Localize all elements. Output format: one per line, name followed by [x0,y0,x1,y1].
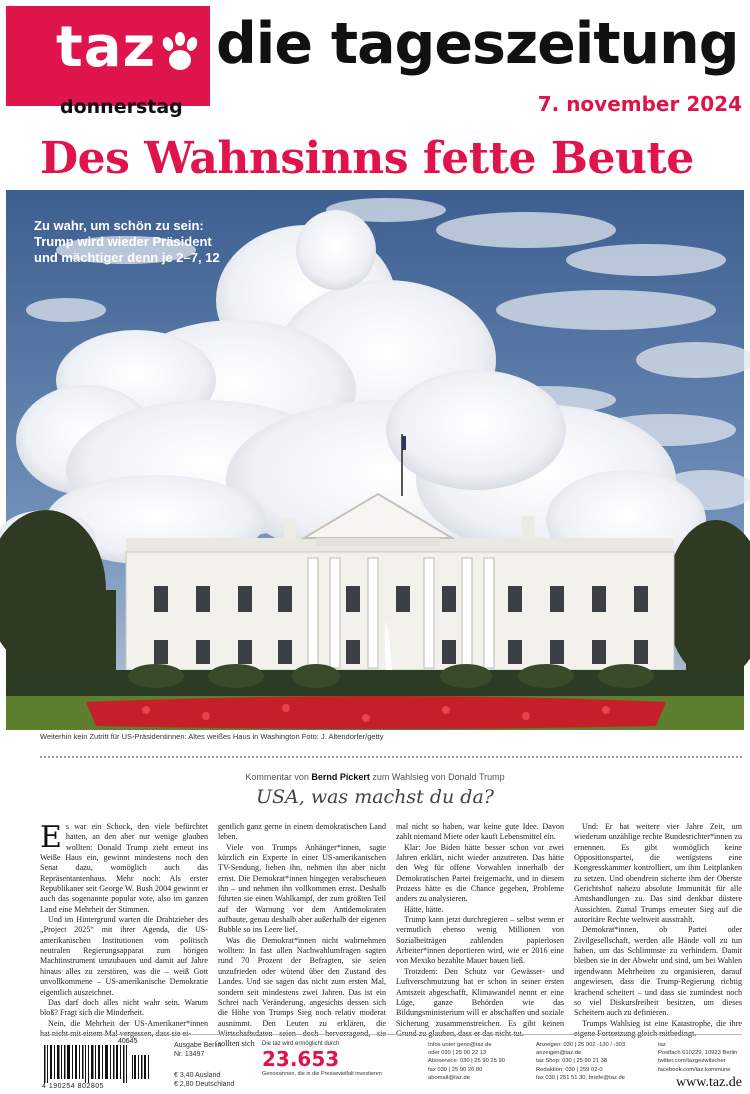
issue-number: Nr. 13497 [174,1051,205,1058]
footer [40,1034,742,1093]
article-column-1 [40,820,208,1038]
paragraph: mal nicht so haben, war keine gute Idee. Davon zahlt niemand Miete oder kauft Lebensmittel ein. [396,822,564,842]
contact-line: fax 030 | 251 51 30, briefe@taz.de [536,1074,625,1081]
paragraph: s war ein Schock, den viele befürchtet hatten, an den aber nur wenige glauben wollten: Donald Trump zieht erneut ins Weiße Haus ein, gewinnt mindestens noch den Senat dazu, womöglich auch das Repräsentantenhaus. Mehr noch: Als erster Republikaner seit George W. Bush 2004 gewinnt er auch das sogenannte popular vote, also im ganzen Land eine Mehrheit der Stimmen. [40,822,208,914]
contact-line: taz Shop: 030 | 25 90 21 38 [536,1058,608,1065]
contact-line: Infos unter geno@taz.de [428,1042,492,1048]
contact-line: anzeigen@taz.de [536,1050,582,1057]
paragraph: Und: Er hat weitere vier Jahre Zeit, um wiederum unzählige rechte Bundesrichter*innen zu ernennen. Es gibt womöglich keine Oppositionspartei, die wenigstens eine Kongresskammer kontrolliert, um ihm Leitplanken zu setzen. Und obendrein sicherte ihm der Oberste Gerichtshof nahezu absolute Immunität für alle Amtshandlungen zu. Das sind denkbar düstere Aussichten. Zumal Trumps erneuter Sieg auf die autoritäre Rechte weltweit ausstrahlt. [574,822,742,925]
paragraph: Was die Demokrat*innen nicht wahrnehmen wollten: In fast allen Nachwahlumfragen sagten rund 70 Prozent der Befragten, sie seien unzufrieden oder wütend über den Zustand des Landes. Und sie sagen das nicht zum ersten Mal, sondern seit mindestens zwei Jahren. Das ist ein Schrei nach Veränderung, angesichts dessen sich die Höhe von Trumps Sieg noch relativ moderat ausnimmt. Den Leuten zu erklären, die Wirtschaftsdaten seien doch hervorragend, sie sollten sich [218,935,386,1049]
logo-word: taz [56,15,157,80]
issue-date: 7. november 2024 [537,92,742,116]
contact-line: Postfach 610229, 10923 Berlin [658,1050,738,1057]
member-count-sub: Genossinnen, die in die Pressevielfalt investieren [262,1071,382,1077]
contact-line: Aboservice: 030 | 25 90 25 90 [428,1058,505,1065]
author: Bernd Pickert [311,772,370,782]
dropcap: E [40,820,62,855]
photo-illustration [6,190,744,730]
kicker-prefix: Kommentar von [245,772,312,782]
taz-logo [6,6,210,106]
price-germany: € 2,80 Deutschland [174,1081,235,1088]
paragraph: Viele von Trumps Anhänger*innen, sagte kürzlich ein Experte in einer US-amerikanischen TV-Sendung, lieben ihn, nehmen ihn aber nicht ernst. Die Demokrat*innen hingegen verabscheuen ihn – und nehmen ihn vollkommen ernst. Deshalb führten sie einen Wahlkampf, der zum größten Teil auf der Warnung vor dem Antidemokraten aufbaute, genau deshalb aber außerhalb der eigenen Bubble so ins Leere lief. [218,842,386,935]
white-house-photo [6,190,744,730]
contact-line: fax 030 | 25 90 26 80 [428,1066,483,1073]
photo-teaser: Zu wahr, um schön zu sein: Trump wird wieder Präsident und mächtiger denn je 2–7, 12 [34,218,220,265]
paragraph: Demokrat*innen, ob Partei oder Zivilgesellschaft, werden alle Hände voll zu tun haben, um das Schlimmste zu verhindern. Damit bleiben sie in der Abwehr und sind, um bei Wahlen irgendwann Mehrheiten zu organisieren, darauf angewiesen, dass die Trump-Regierung richtig krachend scheitert – und dass sie zumindest noch so viel Diskursfreiheit besitzen, um dieses Scheitern auch zu definieren. [574,925,742,1018]
kicker-suffix: zum Wahlsieg von Donald Trump [369,772,505,782]
paragraph: gentlich ganz gerne in einem demokratischen Land leben. [218,822,386,842]
prices [174,1071,234,1089]
paragraph: Trumps Wahlsieg ist eine Katastrophe, die ihre eigene Fortsetzung gleich mitbedingt. [574,1018,742,1038]
masthead [0,0,750,128]
headline: Des Wahnsinns fette Beute [40,133,694,184]
contact-line: facebook.com/taz.kommune [658,1066,731,1073]
barcode-addon: 40645 [118,1038,138,1045]
barcode-icon [42,1045,152,1083]
paragraph: Hätte, hätte. [404,904,444,914]
contact-line: twitter.com/tazgezwitscher [658,1058,726,1065]
member-count-box [262,1041,400,1077]
commentary-title: USA, was machst du da? [256,786,494,808]
paragraph: Und im Hintergrund warten die Drahtzieher des „Project 2025“ mit ihrer Agenda, die US-amerikanischen Institutionen vom politisch neutralen Regierungsapparat zum hörigen Machtinstrument umzubauen und damit auf Jahre hinaus alles zu zerstören, was die – weiß Gott unvollkommene – US-amerikanische Demokratie eigentlich auszeichnet. [40,915,208,997]
kicker [0,772,750,782]
barcode-number: 4 190254 802805 [42,1083,104,1090]
edition-info [174,1041,221,1059]
article-column-3 [396,822,564,1038]
article-column-4 [574,822,742,1038]
paragraph: Nein, die Mehrheit der US-Amerikaner*innen hat nicht mit einem Mal vergessen, dass sie ei- [40,1018,208,1038]
price-abroad: € 3,40 Ausland [174,1072,221,1079]
contact-line: oder 030 | 25 90 22 13 [428,1050,487,1057]
photo-caption: Weiterhin kein Zutritt für US-Präsidentinnen: Altes weißes Haus in Washington Foto: J. Altendorfer/getty [40,732,384,741]
member-count: 23.653 [262,1047,340,1071]
contact-line: taz [658,1042,666,1048]
paragraph: Trump kann jetzt durchregieren – selbst wenn er vermutlich ebenso wenig Millionen von Sozialbeiträgen zahlenden papierlosen Arbeiter*innen deportieren wird, wie er 2016 eine von Mexiko bezahlte Mauer bauen ließ. [396,915,564,966]
dotted-divider [40,756,742,758]
paragraph: Klar: Joe Biden hätte besser schon vor zwei Jahren erklärt, nicht wieder anzutreten. Das hätte den Weg für offene Vorwahlen innerhalb der Demokratischen Partei freigemacht, und in diesem Prozess hätte es die Chance gegeben, Probleme anders zu analysieren. [396,842,564,904]
contact-line: Anzeigen: 030 | 25 902 -130 / -303 [536,1042,626,1048]
paper-title: die tageszeitung [216,11,739,77]
website-link[interactable]: www.taz.de [676,1075,742,1090]
contact-block-2 [536,1041,625,1082]
contact-line: Redaktion: 030 | 259 02-0 [536,1066,603,1073]
paragraph: Trotzdem: Den Schutz vor Gewässer- und Luftverschmutzung hat er schon in seiner ersten Amtszeit abgeschafft, Klimawandel nennt er eine Lüge, ganze Behörden wie das Bildungsministerium will er abschaffen und soziale Sicherung zusammenstreichen. Es gibt keinen Grund zu glauben, dass er das nicht tut. [396,966,564,1038]
weekday: donnerstag [60,96,183,118]
paw-icon [158,32,202,72]
paragraph: Das darf doch alles nicht wahr sein. Warum bloß? Fragt sich die Minderheit. [40,997,208,1018]
contact-line: abomail@taz.de [428,1074,470,1081]
contact-block-1 [428,1041,505,1082]
member-count-label: Die taz wird ermöglicht durch [262,1041,340,1047]
edition: Ausgabe Berlin [174,1042,222,1049]
contact-block-3 [658,1041,737,1074]
